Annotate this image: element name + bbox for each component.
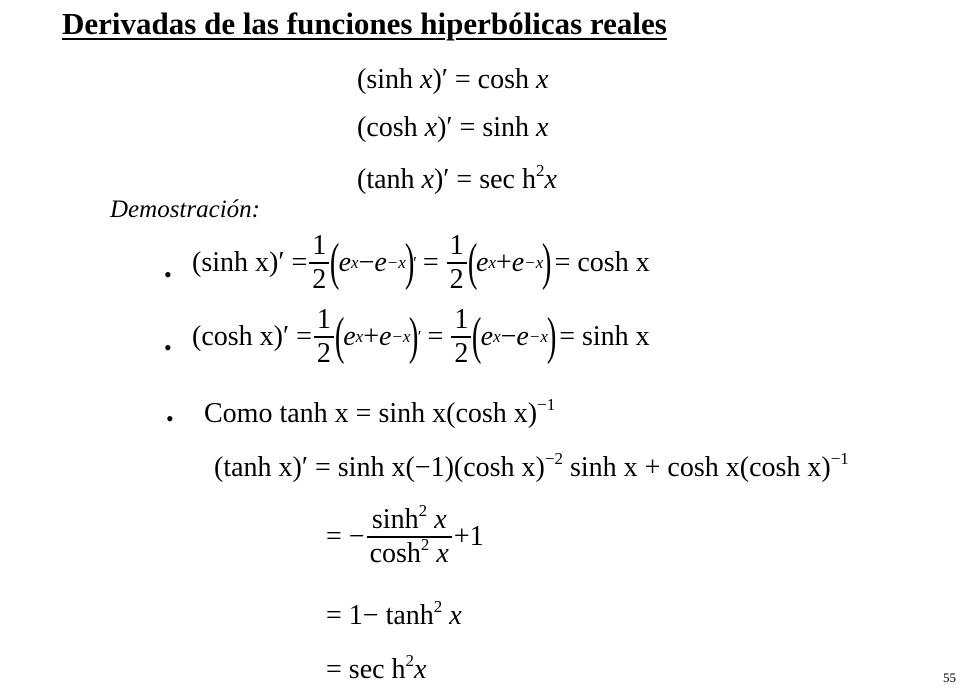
proof-tanh-line4: = $\sec h^2x$ xyxy=(326,651,427,685)
proof-tanh-intro: Como tanh x = sinh x(cosh x)$^{-1}$ xyxy=(204,395,556,429)
page-number: 55 xyxy=(943,670,956,685)
formula-sinh-derivative: (sinh x)′ = cosh x xyxy=(357,64,549,95)
proof-tanh-line2: = − $\frac{\sinh^2 x}{\cosh^2 x}$ +1 xyxy=(326,501,484,569)
page-title: Derivadas de las funciones hiperbólicas reales xyxy=(62,6,667,41)
proof-label: Demostración: xyxy=(110,196,260,223)
formula-cosh-derivative: (cosh x)′ = sinh x xyxy=(357,112,549,143)
proof-tanh-line3: = $1- \tanh^2 x$ xyxy=(326,597,462,631)
bullet-3: • xyxy=(166,406,174,431)
proof-sinh: (sinh x)′ = $\frac{1}{2}$ ( e x − e −x ) ′ = $\frac{1}{2}$ ( e x + e −x ) = cosh x xyxy=(192,230,650,295)
bullet-1: • xyxy=(164,262,172,287)
proof-tanh-line1: (tanh x)′ = sinh x(−1)(cosh x)$^{-2}$ sinh x + cosh x(cosh x)$^{-1}$ xyxy=(214,449,849,483)
proof-cosh: (cosh x)′ = $\frac{1}{2}$ ( e x + e −x ) ′ = $\frac{1}{2}$ ( e x − e −x ) = sinh x xyxy=(192,304,650,369)
formula-tanh-derivative: (tanh $x)' = \sec h^2x$ xyxy=(357,161,557,195)
bullet-2: • xyxy=(164,335,172,360)
